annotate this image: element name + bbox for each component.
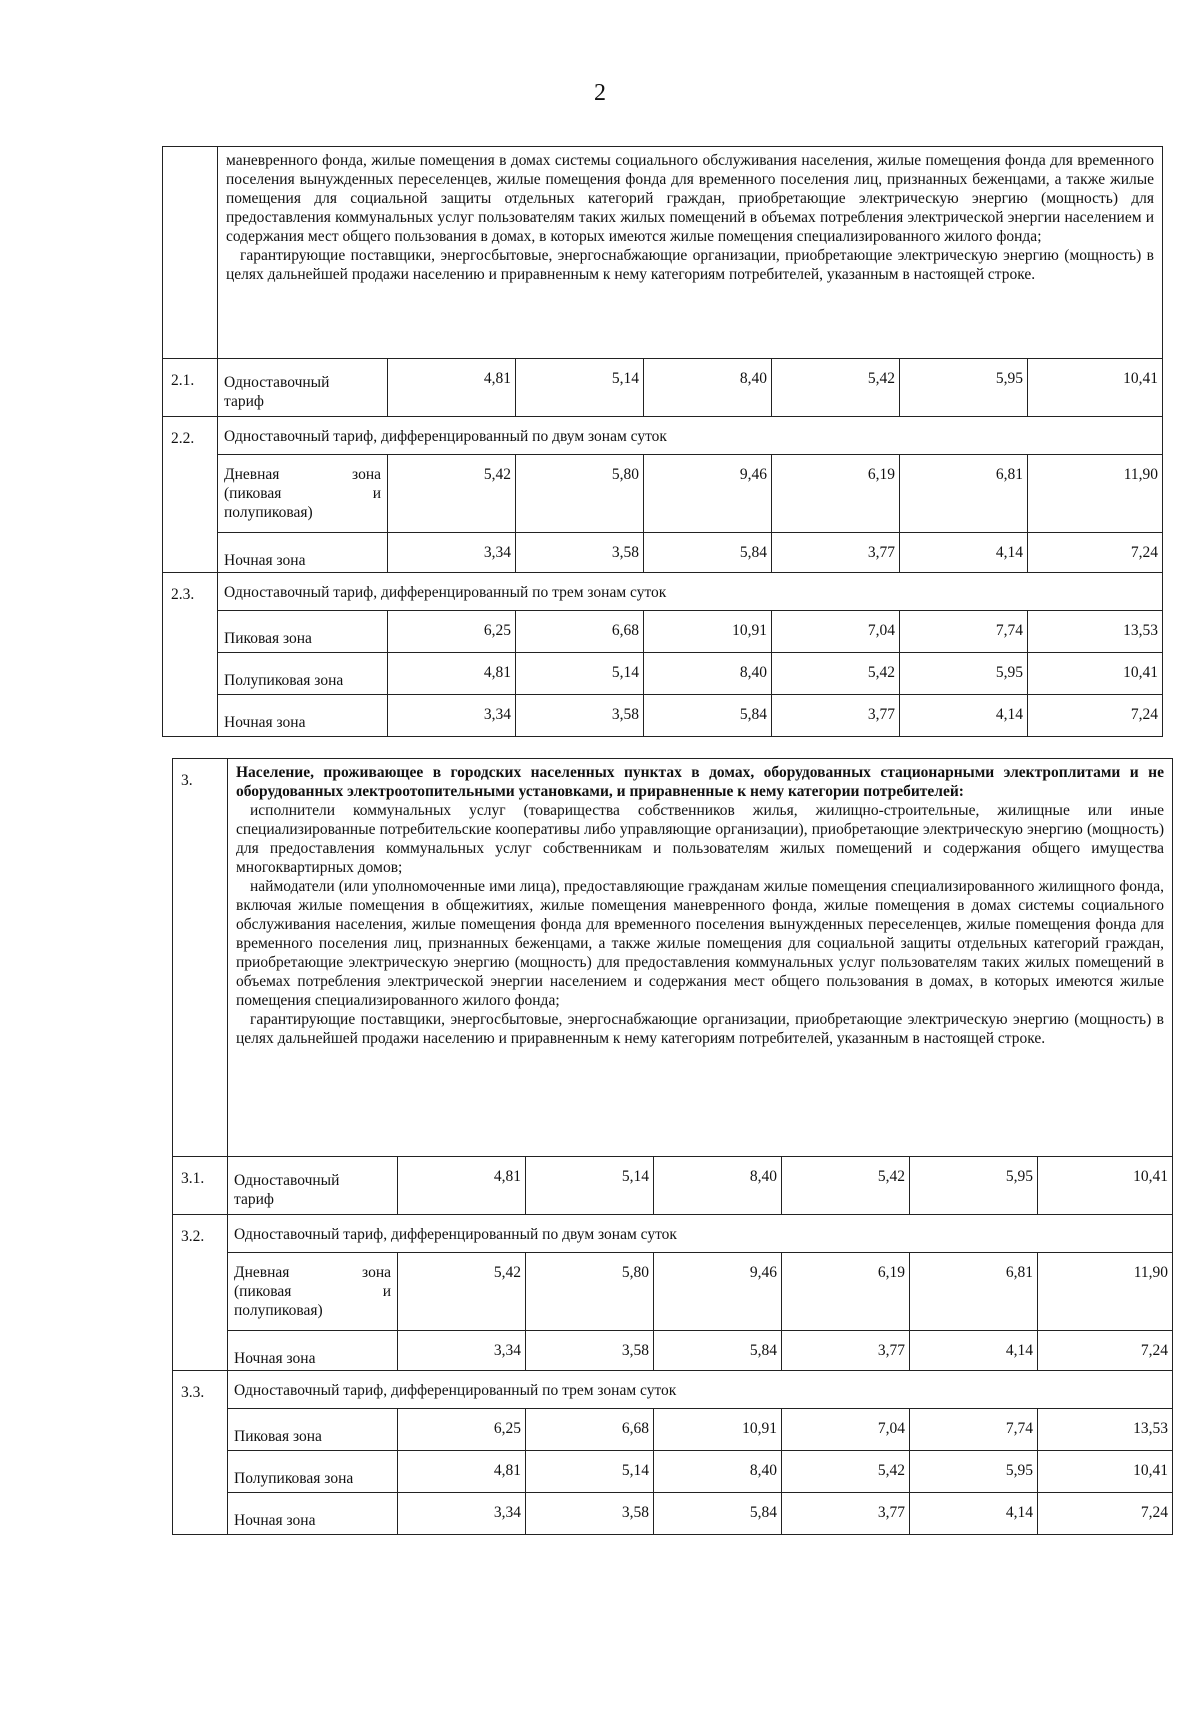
tariff-value: 5,95 bbox=[910, 1451, 1038, 1493]
row-2-3-semipeak bbox=[163, 653, 1163, 695]
section-2-description bbox=[218, 147, 1163, 359]
tariff-value: 6,68 bbox=[516, 611, 644, 653]
tariff-value: 5,14 bbox=[526, 1157, 654, 1215]
tariff-value: 3,77 bbox=[772, 533, 900, 573]
tariff-value: 6,81 bbox=[910, 1253, 1038, 1331]
tariff-value: 7,24 bbox=[1028, 695, 1163, 737]
tariff-value: 5,42 bbox=[772, 359, 900, 417]
tariff-value: 5,42 bbox=[782, 1451, 910, 1493]
tariff-value: 13,53 bbox=[1028, 611, 1163, 653]
tariff-value: 10,41 bbox=[1038, 1451, 1173, 1493]
row-2-2-header bbox=[163, 417, 1163, 455]
section-3-paragraph: гарантирующие поставщики, энергосбытовые, энергоснабжающие организации, приобретающие электрическую энергию (мощность) в целях дальнейшей продажи населению и приравненным к нему категориям потребителей, указанным в настоящей строке. bbox=[236, 1011, 1164, 1047]
row-label: Полупиковая зона bbox=[228, 1451, 398, 1493]
row-2-2-day bbox=[163, 455, 1163, 533]
tariff-value: 3,77 bbox=[782, 1493, 910, 1535]
tariff-value: 10,41 bbox=[1038, 1157, 1173, 1215]
row-label: Пиковая зона bbox=[228, 1409, 398, 1451]
row-3-2-night bbox=[173, 1331, 1173, 1371]
tariff-value: 5,80 bbox=[526, 1253, 654, 1331]
section-2-paragraph: маневренного фонда, жилые помещения в домах системы социального обслуживания населения, жилые помещения фонда для временного поселения вынужденных переселенцев, жилые помещения фонда для временного поселения лиц, признанных беженцами, а также жилые помещения для социальной защиты отдельных категорий граждан, приобретающие электрическую энергию (мощность) для предоставления коммунальных услуг пользователям таких жилых помещений в объемах потребления электрической энергии населением и содержания мест общего пользования в домах, в которых имеются жилые помещения специализированного жилого фонда; bbox=[226, 152, 1155, 245]
tariff-value: 5,84 bbox=[644, 533, 772, 573]
row-label: Ночная зона bbox=[218, 695, 388, 737]
row-3-3-peak bbox=[173, 1409, 1173, 1451]
tariff-value: 10,91 bbox=[644, 611, 772, 653]
tariff-value: 5,14 bbox=[526, 1451, 654, 1493]
tariff-value: 11,90 bbox=[1038, 1253, 1173, 1331]
tariff-value: 9,46 bbox=[654, 1253, 782, 1331]
tariff-value: 8,40 bbox=[654, 1451, 782, 1493]
tariff-value: 8,40 bbox=[644, 653, 772, 695]
tariff-value: 3,34 bbox=[398, 1331, 526, 1371]
section-3-description bbox=[228, 759, 1173, 1157]
section-3-paragraph: наймодатели (или уполномоченные ими лица), предоставляющие гражданам жилые помещения специализированного жилищного фонда, включая жилые помещения в общежитиях, жилые помещения маневренного фонда, жилые помещения в домах системы социального обслуживания населения, жилые помещения фонда для временного поселения вынужденных переселенцев, жилые помещения фонда для временного поселения лиц, признанных беженцами, а также жилые помещения для социальной защиты отдельных категорий граждан, приобретающие электрическую энергию (мощность) для предоставления коммунальных услуг пользователям таких жилых помещений в объемах потребления электрической энергии населением и содержания мест общего пользования в домах, в которых имеются жилые помещения специализированного жилого фонда; bbox=[236, 878, 1164, 1009]
tariff-value: 6,68 bbox=[526, 1409, 654, 1451]
tariff-value: 7,74 bbox=[910, 1409, 1038, 1451]
tariff-value: 7,74 bbox=[900, 611, 1028, 653]
section-3-text-row bbox=[173, 759, 1173, 1157]
row-label: Ночная зона bbox=[228, 1493, 398, 1535]
tariff-value: 3,58 bbox=[516, 695, 644, 737]
row-2-3-peak bbox=[163, 611, 1163, 653]
row-label: Одноставочный тариф bbox=[218, 359, 388, 417]
tariff-value: 4,81 bbox=[398, 1157, 526, 1215]
tariff-value: 10,91 bbox=[654, 1409, 782, 1451]
row-label: Ночная зона bbox=[218, 533, 388, 573]
tariff-value: 5,42 bbox=[772, 653, 900, 695]
tariff-value: 5,84 bbox=[644, 695, 772, 737]
row-label: Дневная зона (пиковая и полупиковая) bbox=[218, 455, 388, 533]
row-3-1 bbox=[173, 1157, 1173, 1215]
row-title: Одноставочный тариф, дифференцированный по двум зонам суток bbox=[218, 417, 1163, 455]
row-2-3-header bbox=[163, 573, 1163, 611]
row-label: Пиковая зона bbox=[218, 611, 388, 653]
tariff-value: 3,77 bbox=[782, 1331, 910, 1371]
page-number: 2 bbox=[594, 80, 606, 106]
tariff-value: 3,34 bbox=[388, 533, 516, 573]
row-number: 3.1. bbox=[173, 1157, 228, 1215]
tariff-value: 5,80 bbox=[516, 455, 644, 533]
row-number: 3.3. bbox=[173, 1371, 228, 1535]
tariff-value: 5,42 bbox=[388, 455, 516, 533]
tariff-value: 5,42 bbox=[782, 1157, 910, 1215]
row-2-1 bbox=[163, 359, 1163, 417]
tariff-value: 4,81 bbox=[398, 1451, 526, 1493]
tariff-value: 3,58 bbox=[526, 1331, 654, 1371]
tariff-value: 7,04 bbox=[782, 1409, 910, 1451]
tariff-value: 6,25 bbox=[398, 1409, 526, 1451]
row-2-3-night bbox=[163, 695, 1163, 737]
tariff-value: 5,84 bbox=[654, 1493, 782, 1535]
tariff-value: 3,58 bbox=[516, 533, 644, 573]
row-title: Одноставочный тариф, дифференцированный по трем зонам суток bbox=[228, 1371, 1173, 1409]
tariff-value: 5,14 bbox=[516, 653, 644, 695]
tariff-value: 7,24 bbox=[1038, 1493, 1173, 1535]
tariff-value: 6,81 bbox=[900, 455, 1028, 533]
tariff-value: 6,19 bbox=[782, 1253, 910, 1331]
tariff-value: 5,14 bbox=[516, 359, 644, 417]
row-3-3-night bbox=[173, 1493, 1173, 1535]
row-label: Одноставочный тариф bbox=[228, 1157, 398, 1215]
section-3-heading: Население, проживающее в городских населенных пунктах в домах, оборудованных стационарными электроплитами и не оборудованных электроотопительными установками, и приравненные к нему категории потребителей: bbox=[236, 764, 1164, 800]
tariff-value: 8,40 bbox=[644, 359, 772, 417]
tariff-table-section-2 bbox=[162, 146, 1163, 737]
tariff-value: 4,81 bbox=[388, 359, 516, 417]
section-2-paragraph: гарантирующие поставщики, энергосбытовые, энергоснабжающие организации, приобретающие электрическую энергию (мощность) в целях дальнейшей продажи населению и приравненным к нему категориям потребителей, указанным в настоящей строке. bbox=[226, 247, 1155, 283]
tariff-value: 7,24 bbox=[1028, 533, 1163, 573]
row-number: 2.2. bbox=[163, 417, 218, 573]
tariff-value: 10,41 bbox=[1028, 359, 1163, 417]
tariff-value: 5,84 bbox=[654, 1331, 782, 1371]
tariff-value: 3,34 bbox=[398, 1493, 526, 1535]
row-label: Дневная зона (пиковая и полупиковая) bbox=[228, 1253, 398, 1331]
tariff-value: 4,81 bbox=[388, 653, 516, 695]
tariff-value: 4,14 bbox=[900, 533, 1028, 573]
tariff-value: 6,25 bbox=[388, 611, 516, 653]
tariff-value: 3,58 bbox=[526, 1493, 654, 1535]
tariff-value: 7,04 bbox=[772, 611, 900, 653]
row-number: 3.2. bbox=[173, 1215, 228, 1371]
tariff-value: 11,90 bbox=[1028, 455, 1163, 533]
row-number: 2.1. bbox=[163, 359, 218, 417]
tariff-value: 4,14 bbox=[910, 1493, 1038, 1535]
row-title: Одноставочный тариф, дифференцированный по трем зонам суток bbox=[218, 573, 1163, 611]
tariff-value: 5,42 bbox=[398, 1253, 526, 1331]
tariff-value: 5,95 bbox=[910, 1157, 1038, 1215]
tariff-value: 8,40 bbox=[654, 1157, 782, 1215]
tariff-value: 4,14 bbox=[910, 1331, 1038, 1371]
row-number: 2.3. bbox=[163, 573, 218, 737]
section-2-text-row bbox=[163, 147, 1163, 359]
row-3-2-day bbox=[173, 1253, 1173, 1331]
row-3-3-header bbox=[173, 1371, 1173, 1409]
tariff-value: 10,41 bbox=[1028, 653, 1163, 695]
tariff-table-section-3 bbox=[172, 758, 1173, 1535]
tariff-value: 9,46 bbox=[644, 455, 772, 533]
row-title: Одноставочный тариф, дифференцированный по двум зонам суток bbox=[228, 1215, 1173, 1253]
tariff-value: 7,24 bbox=[1038, 1331, 1173, 1371]
row-2-2-night bbox=[163, 533, 1163, 573]
tariff-value: 3,77 bbox=[772, 695, 900, 737]
row-label: Ночная зона bbox=[228, 1331, 398, 1371]
tariff-value: 3,34 bbox=[388, 695, 516, 737]
row-3-2-header bbox=[173, 1215, 1173, 1253]
row-label: Полупиковая зона bbox=[218, 653, 388, 695]
tariff-value: 4,14 bbox=[900, 695, 1028, 737]
section-3-number: 3. bbox=[173, 759, 228, 1157]
tariff-value: 5,95 bbox=[900, 653, 1028, 695]
section-3-paragraph: исполнители коммунальных услуг (товарищества собственников жилья, жилищно-строительные, жилищные или иные специализированные потребительские кооперативы либо управляющие организации), приобретающие электрическую энергию (мощность) для предоставления коммунальных услуг собственникам и пользователям жилых помещений и содержания общего имущества многоквартирных домов; bbox=[236, 802, 1164, 876]
tariff-value: 5,95 bbox=[900, 359, 1028, 417]
tariff-value: 13,53 bbox=[1038, 1409, 1173, 1451]
row-3-3-semipeak bbox=[173, 1451, 1173, 1493]
tariff-value: 6,19 bbox=[772, 455, 900, 533]
section-2-number-cell bbox=[163, 147, 218, 359]
